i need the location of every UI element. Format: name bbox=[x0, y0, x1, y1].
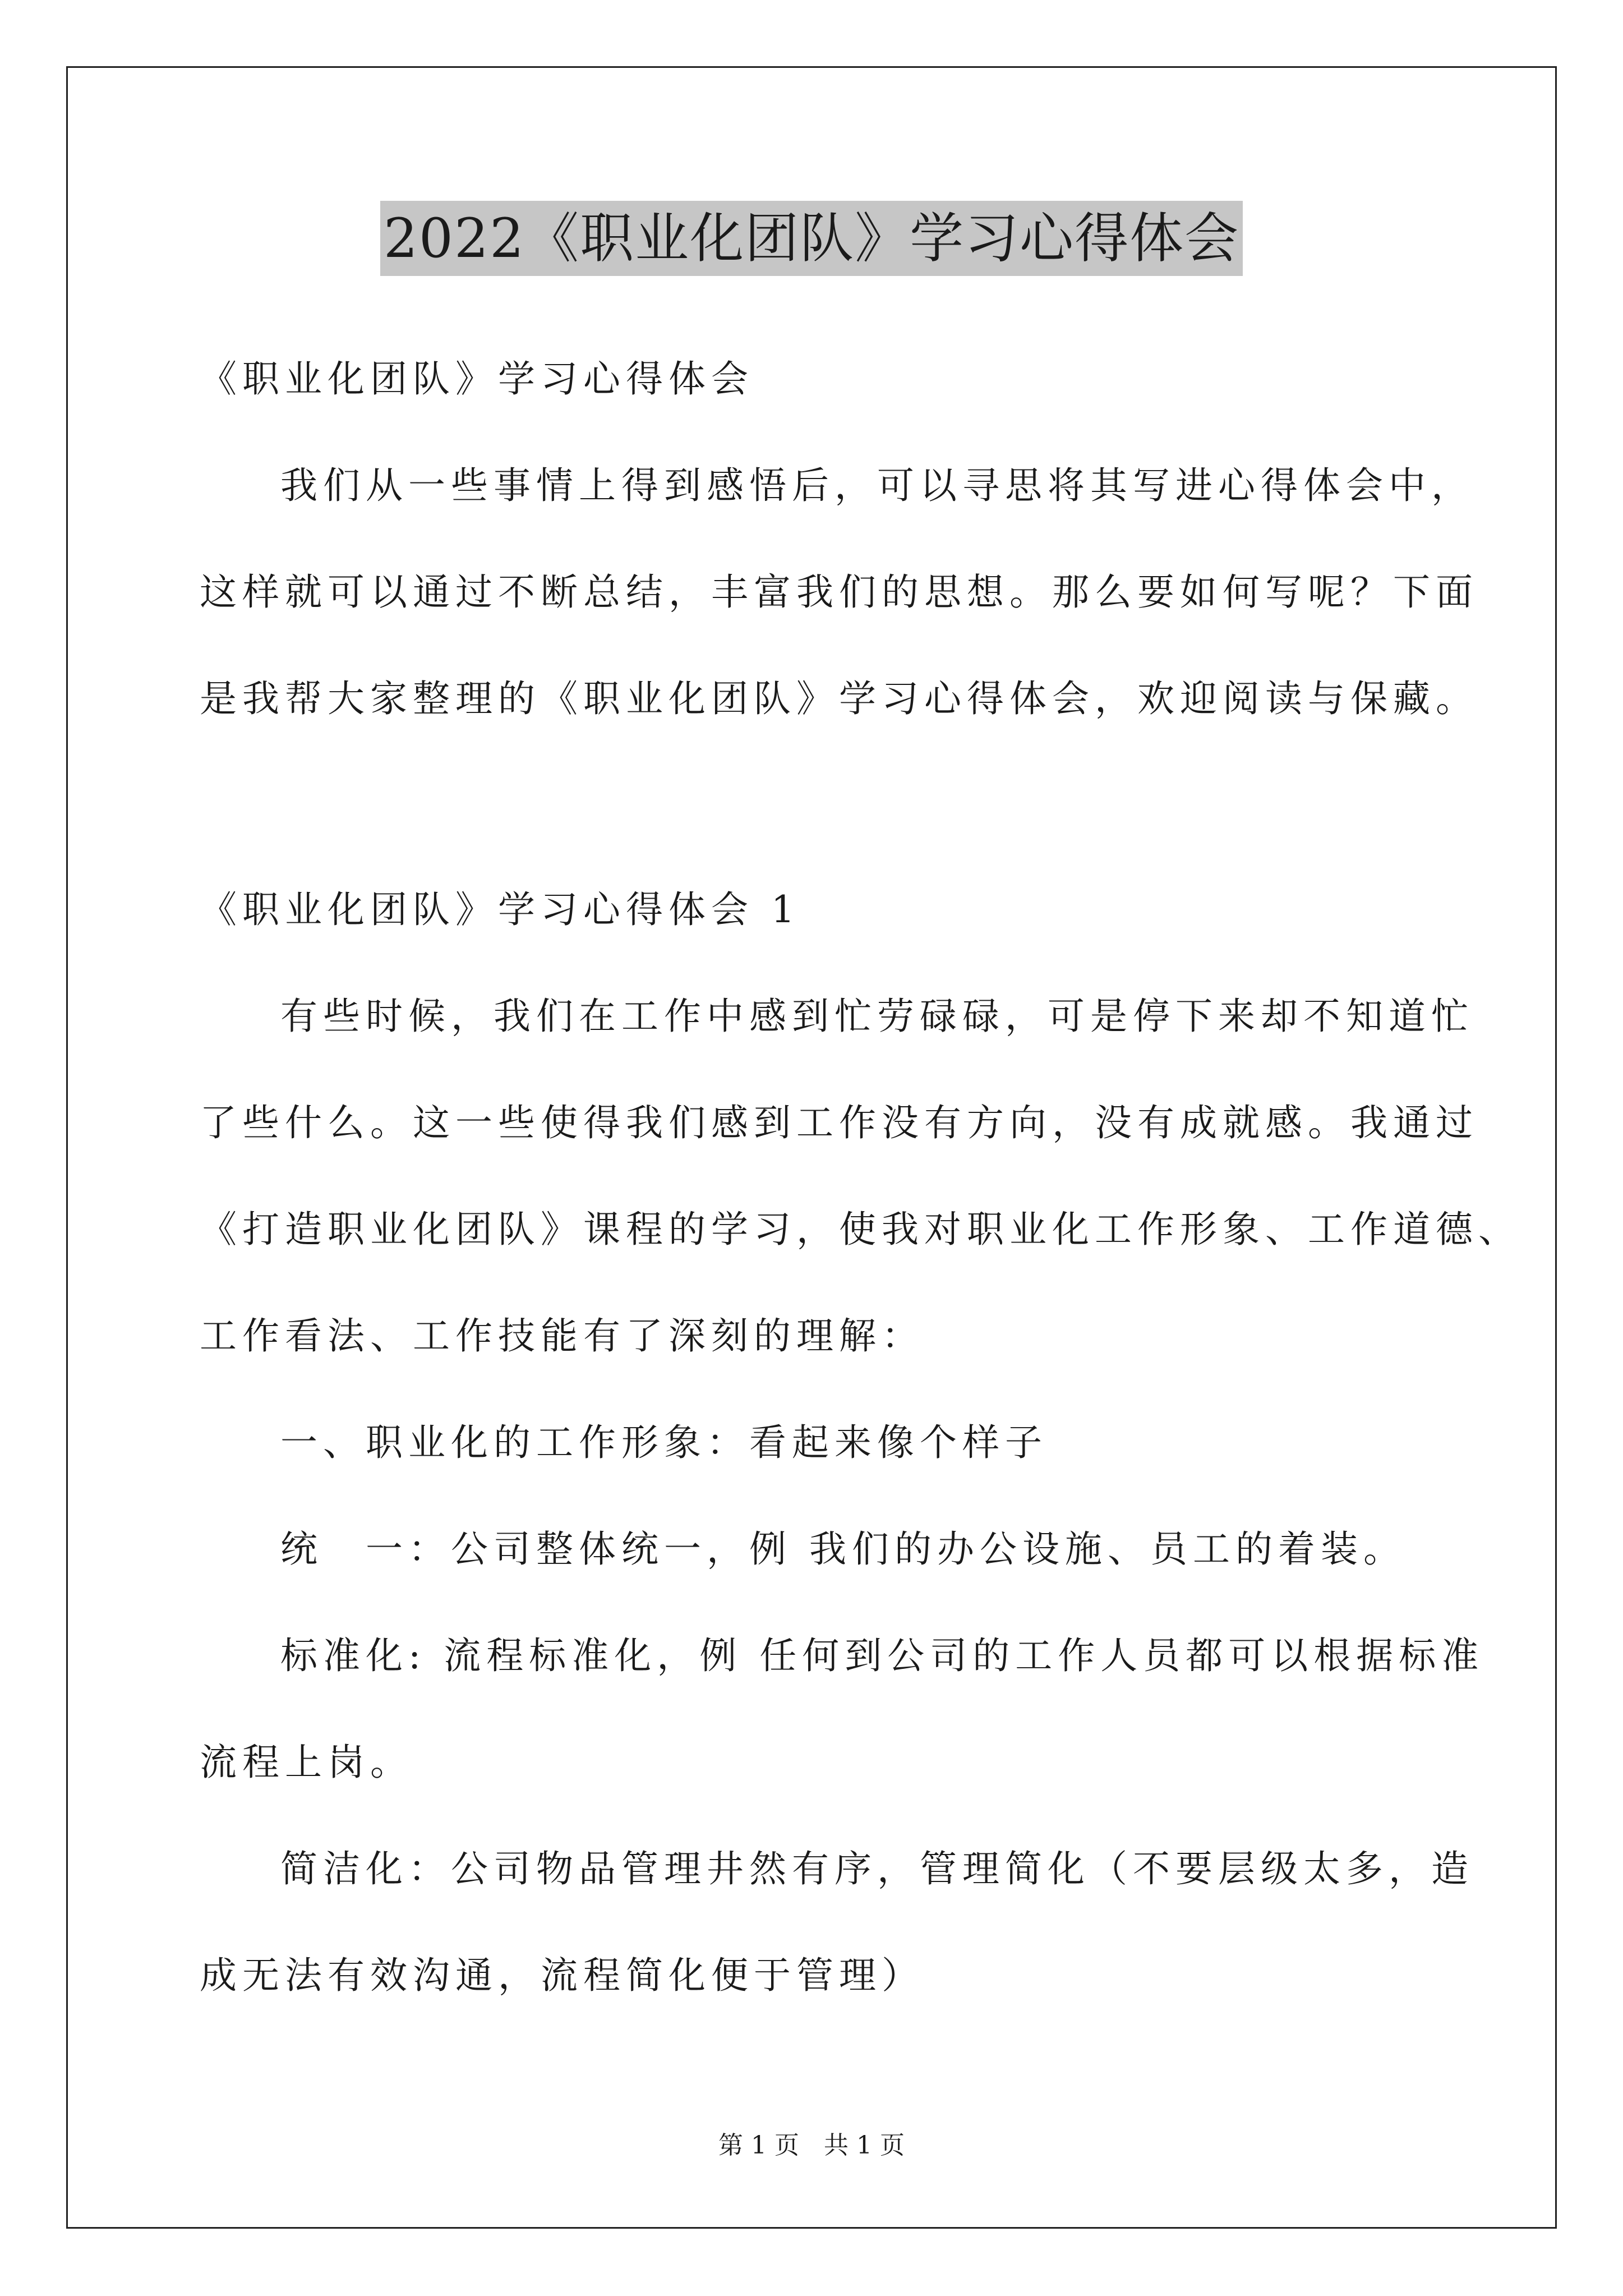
paragraph-line: 有些时候，我们在工作中感到忙劳碌碌，可是停下来却不知道忙 bbox=[280, 995, 1474, 1038]
paragraph-line: 标准化: 流程标准化，例 任何到公司的工作人员都可以根据标准 bbox=[280, 1634, 1484, 1677]
title-container bbox=[0, 201, 1623, 276]
paragraph-line: 流程上岗。 bbox=[200, 1741, 413, 1784]
list-heading: 一、职业化的工作形象：看起来像个样子 bbox=[280, 1421, 1048, 1464]
paragraph-line: 成无法有效沟通，流程简化便于管理） bbox=[200, 1954, 924, 1997]
paragraph-line: 了些什么。这一些使得我们感到工作没有方向，没有成就感。我通过 bbox=[200, 1101, 1478, 1144]
paragraph-line: 简洁化：公司物品管理井然有序，管理简化（不要层级太多，造 bbox=[280, 1847, 1474, 1890]
paragraph-line: 是我帮大家整理的《职业化团队》学习心得体会，欢迎阅读与保藏。 bbox=[200, 677, 1478, 720]
paragraph-line: 工作看法、工作技能有了深刻的理解： bbox=[200, 1314, 924, 1358]
paragraph-line: 统 一：公司整体统一，例 我们的办公设施、员工的着装。 bbox=[280, 1527, 1406, 1571]
paragraph-line: 我们从一些事情上得到感悟后，可以寻思将其写进心得体会中， bbox=[280, 464, 1474, 507]
subtitle-line: 《职业化团队》学习心得体会 bbox=[200, 357, 754, 401]
paragraph-line: 《打造职业化团队》课程的学习，使我对职业化工作形象、工作道德、 bbox=[200, 1208, 1521, 1251]
section-heading: 《职业化团队》学习心得体会 1 bbox=[200, 888, 800, 931]
document-title: 2022《职业化团队》学习心得体会 bbox=[380, 201, 1243, 276]
page-footer: 第 1 页 共 1 页 bbox=[718, 2131, 905, 2160]
paragraph-line: 这样就可以通过不断总结，丰富我们的思想。那么要如何写呢？下面 bbox=[200, 570, 1478, 614]
